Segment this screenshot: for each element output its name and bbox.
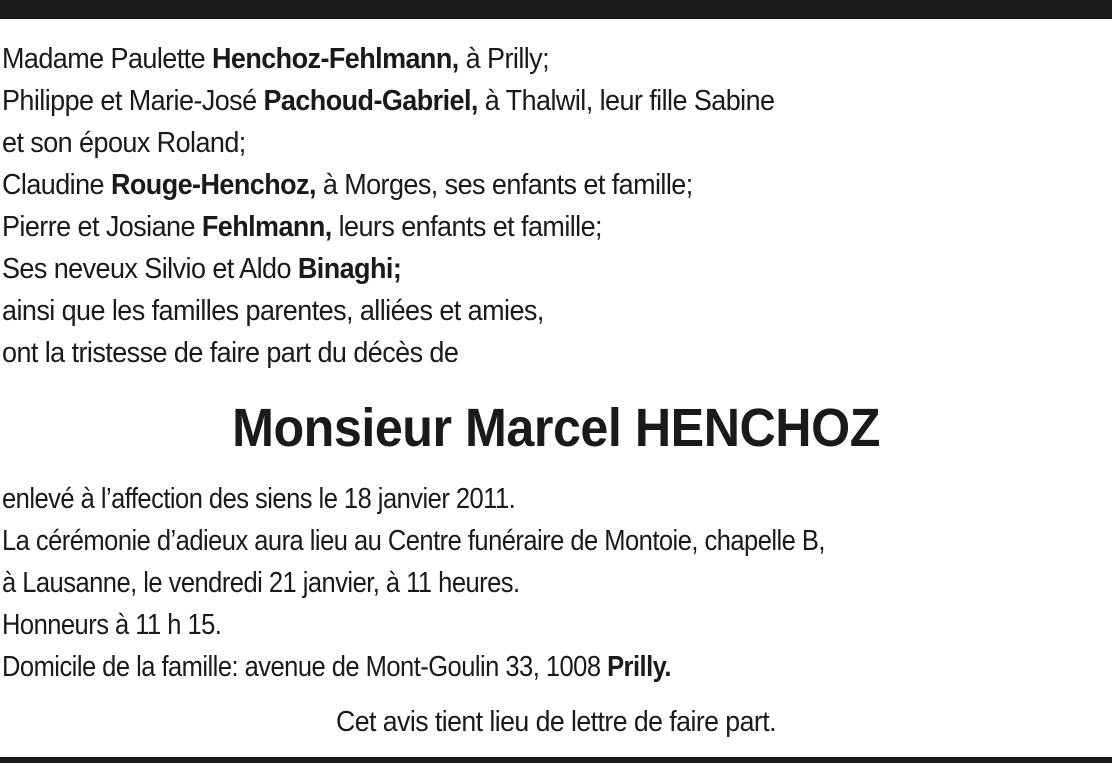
family-line: ainsi que les familles parentes, alliées et amies,	[2, 295, 544, 327]
detail-line: Honneurs à 11 h 15.	[2, 609, 222, 641]
family-line: Philippe et Marie-José Pachoud-Gabriel, à Thalwil, leur fille Sabine	[2, 85, 775, 117]
detail-line: à Lausanne, le vendredi 21 janvier, à 11 heures.	[2, 567, 520, 599]
family-line: ont la tristesse de faire part du décès de	[2, 337, 459, 369]
family-name: Pachoud-Gabriel,	[263, 85, 478, 117]
family-announcement	[2, 38, 1110, 374]
detail-line: enlevé à l’affection des siens le 18 janvier 2011.	[2, 483, 516, 515]
top-rule	[0, 0, 1112, 19]
family-line: Madame Paulette Henchoz-Fehlmann, à Prilly;	[2, 43, 550, 75]
family-name: Henchoz-Fehlmann,	[211, 43, 459, 75]
family-line: et son époux Roland;	[2, 127, 246, 159]
town-name: Prilly.	[607, 651, 671, 683]
closing-note: Cet avis tient lieu de lettre de faire part.	[336, 706, 776, 738]
detail-line: Domicile de la famille: avenue de Mont-Goulin 33, 1008 Prilly.	[2, 651, 671, 683]
deceased-name-headline: Monsieur Marcel HENCHOZ	[232, 398, 880, 458]
family-line: Pierre et Josiane Fehlmann, leurs enfants et famille;	[2, 211, 602, 243]
bottom-rule	[0, 757, 1112, 763]
family-name: Binaghi;	[297, 253, 402, 285]
detail-line: La cérémonie d’adieux aura lieu au Centre funéraire de Montoie, chapelle B,	[2, 525, 825, 557]
family-name: Fehlmann,	[201, 211, 332, 243]
family-line: Claudine Rouge-Henchoz, à Morges, ses enfants et famille;	[2, 169, 693, 201]
family-name: Rouge-Henchoz,	[110, 169, 316, 201]
family-line: Ses neveux Silvio et Aldo Binaghi;	[2, 253, 402, 285]
ceremony-details	[2, 478, 1110, 688]
